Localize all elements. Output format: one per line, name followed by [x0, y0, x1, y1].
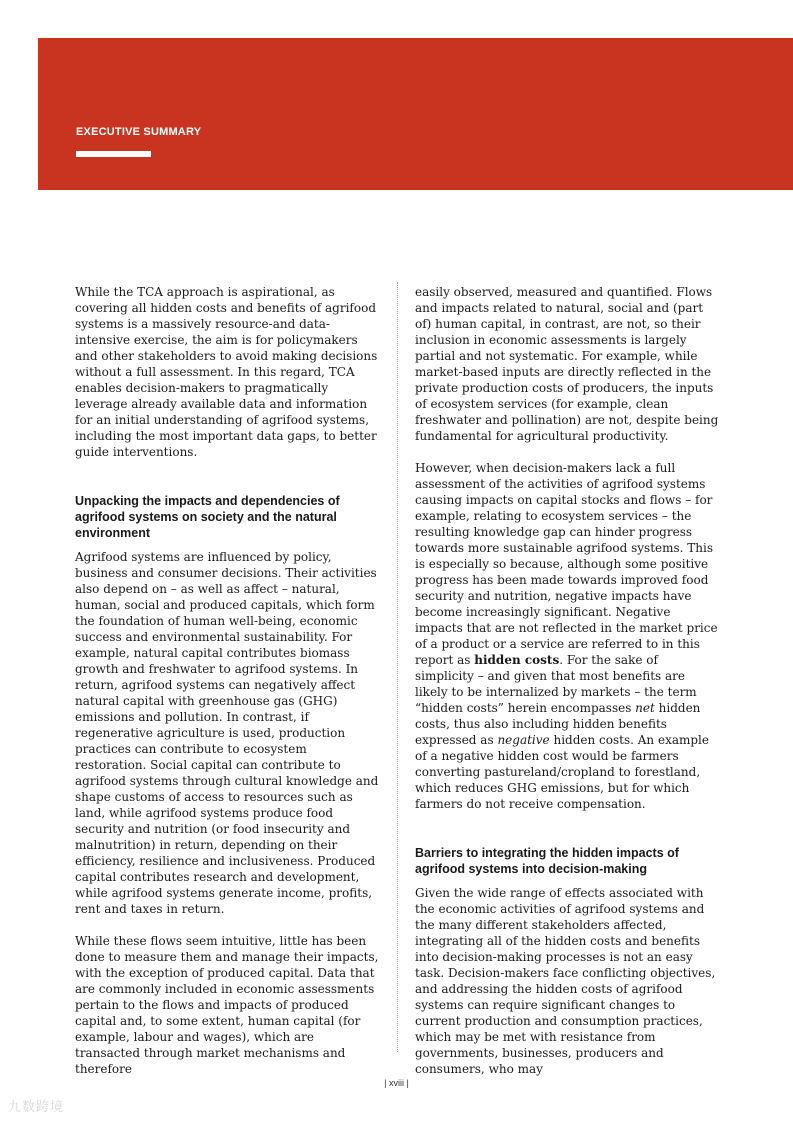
header-banner — [38, 38, 793, 190]
page-number: | xviii | — [384, 1078, 409, 1088]
column-divider — [397, 282, 398, 1052]
body-paragraph: easily observed, measured and quantified. Flows and impacts related to natural, social and (part of) human capital, in contrast, are not, so their inclusion in economic assessments is largely partial and not systematic. For example, while market-based inputs are directly reflected in the private production costs of producers, the inputs of ecosystem services (for example, clean freshwater and pollination) are not, despite being fundamental for agricultural productivity. — [415, 285, 719, 443]
watermark-text: 九数跨境 — [8, 1099, 65, 1114]
section-underline — [76, 151, 151, 157]
section-label: EXECUTIVE SUMMARY — [76, 126, 202, 138]
body-paragraph: Agrifood systems are influenced by policy, business and consumer decisions. Their activities also depend on – as well as affect – natural, human, social and produced capitals, which form the foundation of human well-being, economic success and environmental sustainability. For example, natural capital contributes biomass growth and freshwater to agrifood systems. In return, agrifood systems can negatively affect natural capital with greenhouse gas (GHG) emissions and pollution. In contrast, if regenerative agriculture is used, production practices can contribute to ecosystem restoration. Social capital can contribute to agrifood systems through cultural knowledge and shape customs of access to resources such as land, while agrifood systems produce food security and nutrition (or food insecurity and malnutrition) in return, depending on their efficiency, resilience and inclusiveness. Produced capital contributes research and development, while agrifood systems generate income, profits, rent and taxes in return. — [75, 550, 379, 916]
text-run: hidden costs, thus also including hidden benefits expressed as — [415, 701, 701, 747]
text-run: . For the sake of simplicity – and given that most benefits are likely to be internalized by markets – the term “hidden costs” herein encompasses — [415, 653, 697, 715]
right-column — [415, 284, 720, 1077]
hidden-costs-paragraph — [415, 460, 720, 812]
intro-paragraph: While the TCA approach is aspirational, as covering all hidden costs and benefits of agrifood systems is a massively resource-and data-intensive exercise, the aim is for policymakers and other stakeholders to avoid making decisions without a full assessment. In this regard, TCA enables decision-makers to pragmatically leverage already available data and information for an initial understanding of agrifood systems, including the most important data gaps, to better guide interventions. — [75, 285, 378, 459]
text-run: hidden costs. An example of a negative hidden cost would be farmers converting pastureland/cropland to forestland, which reduces GHG emissions, but for which farmers do not receive compensation. — [415, 733, 709, 811]
section-heading-impacts: Unpacking the impacts and dependencies of agrifood systems on society and the natural environment — [75, 494, 340, 540]
emphasis-net: net — [635, 701, 655, 715]
left-column — [75, 284, 380, 1077]
body-paragraph: Given the wide range of effects associated with the economic activities of agrifood systems and the many different stakeholders affected, integrating all of the hidden costs and benefits into decision-making processes is not an easy task. Decision-makers face conflicting objectives, and addressing the hidden costs of agrifood systems can require significant changes to current production and consumption practices, which may be met with resistance from governments, businesses, producers and consumers, who may — [415, 886, 716, 1076]
section-heading-barriers: Barriers to integrating the hidden impacts of agrifood systems into decision-making — [415, 846, 679, 876]
hidden-costs-term: hidden costs — [474, 653, 560, 667]
emphasis-negative: negative — [497, 733, 550, 747]
body-paragraph: While these flows seem intuitive, little has been done to measure them and manage their impacts, with the exception of produced capital. Data that are commonly included in economic assessments pertain to the flows and impacts of produced capital and, to some extent, human capital (for example, labour and wages), which are transacted through market mechanisms and therefore — [75, 934, 379, 1076]
text-run: However, when decision-makers lack a full assessment of the activities of agrifood systems causing impacts on capital stocks and flows – for example, relating to ecosystem services – the resulting knowledge gap can hinder progress towards more sustainable agrifood systems. This is especially so because, although some positive progress has been made towards improved food security and nutrition, negative impacts have become increasingly significant. Negative impacts that are not reflected in the market price of a product or a service are referred to in this report as — [415, 461, 718, 667]
